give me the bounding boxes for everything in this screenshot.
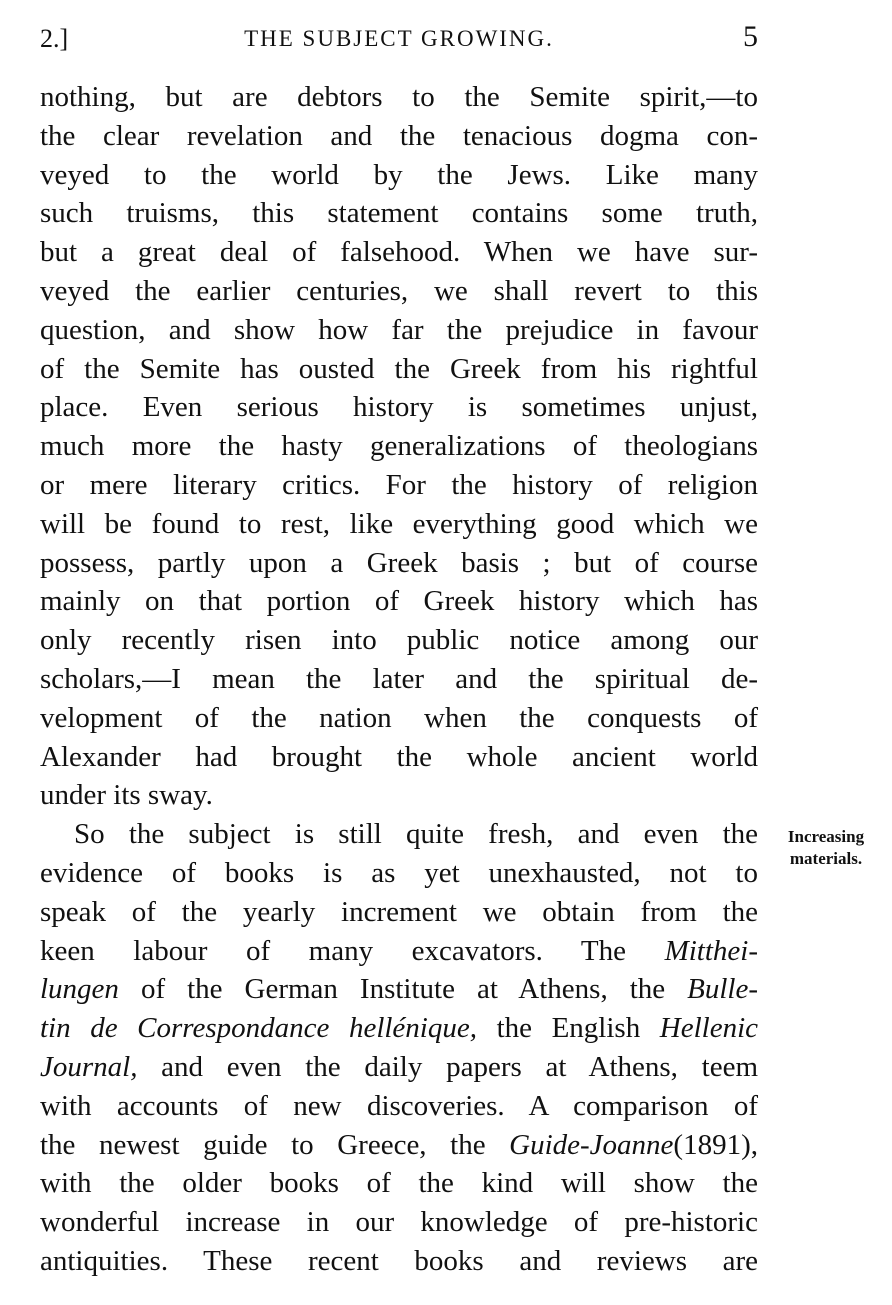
text-line: the clear revelation and the tenacious dogma con- xyxy=(40,119,758,152)
italic-journal-title: Bulle- xyxy=(687,973,758,1006)
text-line: will be found to rest, like everything good which we xyxy=(40,507,758,540)
text-line: antiquities. These recent books and reviews are xyxy=(40,1244,758,1277)
text-line xyxy=(40,970,758,1009)
italic-journal-title: Mitthei- xyxy=(664,934,758,967)
paragraph-start-line: So the subject is still quite fresh, and even the xyxy=(74,818,758,851)
text-line: with the older books of the kind will show the xyxy=(40,1167,758,1200)
text-line: of the Semite has ousted the Greek from his rightful xyxy=(40,352,758,385)
text-line: mainly on that portion of Greek history which has xyxy=(40,585,758,618)
text-segment: keen labour of many excavators. The xyxy=(40,934,627,967)
italic-journal-title: lungen xyxy=(40,973,119,1006)
text-line: or mere literary critics. For the history of religion xyxy=(40,468,758,501)
margin-note xyxy=(764,826,888,870)
text-line: scholars,—I mean the later and the spiritual de- xyxy=(40,662,758,695)
text-line: velopment of the nation when the conquests of xyxy=(40,701,758,734)
margin-note-line: materials. xyxy=(789,849,863,868)
text-segment: of the German Institute at Athens, the xyxy=(118,973,688,1006)
running-title: THE SUBJECT GROWING. xyxy=(244,26,554,51)
italic-journal-title: tin de Correspondance hellénique, xyxy=(40,1012,477,1045)
text-segment: and even the daily papers at Athens, teem xyxy=(137,1050,758,1083)
text-line: much more the hasty generalizations of theologians xyxy=(40,430,758,463)
text-line xyxy=(40,1009,758,1048)
body-text xyxy=(40,78,758,1281)
text-segment: the English xyxy=(477,1012,660,1045)
text-line: possess, partly upon a Greek basis ; but of course xyxy=(40,546,758,579)
text-line xyxy=(40,932,758,971)
text-line: nothing, but are debtors to the Semite spirit,—to xyxy=(40,81,758,113)
running-header xyxy=(40,18,758,58)
text-line: veyed the earlier centuries, we shall revert to this xyxy=(40,274,758,307)
margin-note-line: Increasing xyxy=(787,827,865,846)
text-segment: (1891), xyxy=(673,1128,758,1161)
italic-book-title: Guide-Joanne xyxy=(509,1128,674,1161)
text-line: only recently risen into public notice among our xyxy=(40,624,758,657)
text-line: but a great deal of falsehood. When we have sur- xyxy=(40,236,758,269)
section-number: 2.] xyxy=(40,24,69,53)
text-line: question, and show how far the prejudice in favour xyxy=(40,313,758,346)
text-line: veyed to the world by the Jews. Like many xyxy=(40,158,758,191)
paragraph-end-line: under its sway. xyxy=(40,779,213,812)
text-line xyxy=(40,1048,758,1087)
text-line: place. Even serious history is sometimes unjust, xyxy=(40,391,758,424)
text-line: Alexander had brought the whole ancient world xyxy=(40,740,758,773)
text-segment: the newest guide to Greece, the xyxy=(40,1128,510,1161)
text-line: such truisms, this statement contains some truth, xyxy=(40,197,758,230)
italic-journal-title: Hellenic xyxy=(659,1012,759,1045)
text-line: with accounts of new discoveries. A comparison of xyxy=(40,1089,758,1122)
italic-journal-title: Journal, xyxy=(40,1050,138,1083)
text-line: speak of the yearly increment we obtain from the xyxy=(40,895,758,928)
text-line xyxy=(40,1126,758,1165)
page-number: 5 xyxy=(743,20,758,53)
text-line: evidence of books is as yet unexhausted, not to xyxy=(40,856,758,889)
text-line: wonderful increase in our knowledge of pre-historic xyxy=(40,1206,758,1239)
